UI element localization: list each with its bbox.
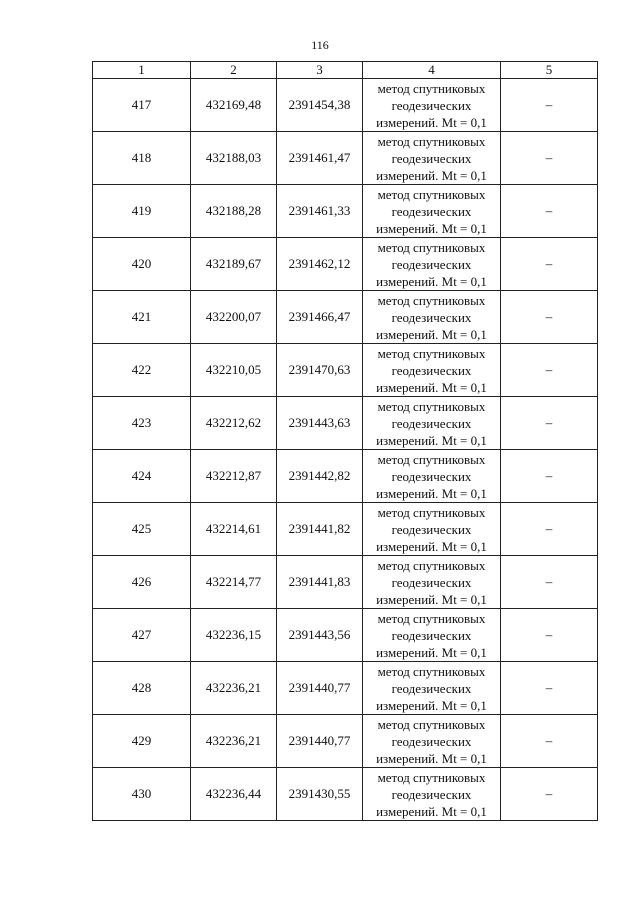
y-coordinate-cell: 2391440,77 [277,662,363,715]
method-cell [363,768,501,821]
note-cell: – [501,132,598,185]
method-line: геодезических [391,415,472,431]
point-number-cell: 424 [93,450,191,503]
x-coordinate-cell: 432188,03 [191,132,277,185]
coordinates-table [92,61,598,821]
point-number-cell: 425 [93,503,191,556]
header-col-1: 1 [93,62,191,79]
method-line: геодезических [391,627,472,643]
x-coordinate-cell: 432200,07 [191,291,277,344]
method-line: геодезических [391,521,472,537]
header-col-2: 2 [191,62,277,79]
x-coordinate-cell: 432214,77 [191,556,277,609]
y-coordinate-cell: 2391440,77 [277,715,363,768]
x-coordinate-cell: 432236,21 [191,715,277,768]
note-cell: – [501,450,598,503]
x-coordinate-cell: 432212,87 [191,450,277,503]
x-coordinate-cell: 432236,44 [191,768,277,821]
method-line: метод спутниковых [377,557,486,573]
y-coordinate-cell: 2391470,63 [277,344,363,397]
method-line: измерений. Mt = 0,1 [376,114,487,130]
method-line: метод спутниковых [377,186,486,202]
method-line: метод спутниковых [377,610,486,626]
note-cell: – [501,556,598,609]
method-line: измерений. Mt = 0,1 [376,644,487,660]
point-number-cell: 423 [93,397,191,450]
y-coordinate-cell: 2391430,55 [277,768,363,821]
x-coordinate-cell: 432214,61 [191,503,277,556]
y-coordinate-cell: 2391443,63 [277,397,363,450]
page-number: 116 [311,38,329,52]
method-line: геодезических [391,150,472,166]
method-line: метод спутниковых [377,345,486,361]
method-line: геодезических [391,574,472,590]
x-coordinate-cell: 432212,62 [191,397,277,450]
note-cell: – [501,79,598,132]
method-line: метод спутниковых [377,398,486,414]
point-number-cell: 418 [93,132,191,185]
method-cell [363,715,501,768]
method-cell [363,291,501,344]
y-coordinate-cell: 2391441,83 [277,556,363,609]
point-number-cell: 426 [93,556,191,609]
method-line: измерений. Mt = 0,1 [376,591,487,607]
method-cell [363,503,501,556]
method-line: метод спутниковых [377,504,486,520]
y-coordinate-cell: 2391461,33 [277,185,363,238]
x-coordinate-cell: 432188,28 [191,185,277,238]
point-number-cell: 427 [93,609,191,662]
point-number-cell: 422 [93,344,191,397]
method-line: измерений. Mt = 0,1 [376,538,487,554]
y-coordinate-cell: 2391441,82 [277,503,363,556]
x-coordinate-cell: 432210,05 [191,344,277,397]
point-number-cell: 430 [93,768,191,821]
method-line: геодезических [391,362,472,378]
method-line: измерений. Mt = 0,1 [376,273,487,289]
table-row [93,132,598,185]
method-cell [363,662,501,715]
method-line: геодезических [391,786,472,802]
method-line: метод спутниковых [377,239,486,255]
table-row [93,397,598,450]
method-line: измерений. Mt = 0,1 [376,432,487,448]
method-line: измерений. Mt = 0,1 [376,167,487,183]
note-cell: – [501,185,598,238]
table-body [93,79,598,821]
method-line: метод спутниковых [377,292,486,308]
table-row [93,609,598,662]
y-coordinate-cell: 2391466,47 [277,291,363,344]
table-row [93,291,598,344]
table-row [93,715,598,768]
y-coordinate-cell: 2391442,82 [277,450,363,503]
table-row [93,450,598,503]
note-cell: – [501,768,598,821]
method-line: метод спутниковых [377,769,486,785]
x-coordinate-cell: 432189,67 [191,238,277,291]
x-coordinate-cell: 432236,15 [191,609,277,662]
table-row [93,344,598,397]
header-col-4: 4 [363,62,501,79]
table-row [93,238,598,291]
y-coordinate-cell: 2391462,12 [277,238,363,291]
method-line: геодезических [391,468,472,484]
method-line: геодезических [391,97,472,113]
method-line: измерений. Mt = 0,1 [376,220,487,236]
method-line: измерений. Mt = 0,1 [376,697,487,713]
method-line: геодезических [391,256,472,272]
header-col-5: 5 [501,62,598,79]
note-cell: – [501,662,598,715]
table-header [93,62,598,79]
table-row [93,556,598,609]
method-line: метод спутниковых [377,80,486,96]
table-row [93,185,598,238]
x-coordinate-cell: 432236,21 [191,662,277,715]
point-number-cell: 428 [93,662,191,715]
y-coordinate-cell: 2391454,38 [277,79,363,132]
note-cell: – [501,715,598,768]
method-line: геодезических [391,203,472,219]
table-row [93,503,598,556]
method-cell [363,238,501,291]
method-line: метод спутниковых [377,451,486,467]
x-coordinate-cell: 432169,48 [191,79,277,132]
method-line: геодезических [391,309,472,325]
method-line: метод спутниковых [377,133,486,149]
note-cell: – [501,609,598,662]
method-line: измерений. Mt = 0,1 [376,379,487,395]
method-line: метод спутниковых [377,716,486,732]
method-cell [363,609,501,662]
point-number-cell: 421 [93,291,191,344]
note-cell: – [501,238,598,291]
table-row [93,768,598,821]
y-coordinate-cell: 2391461,47 [277,132,363,185]
method-cell [363,450,501,503]
method-cell [363,132,501,185]
method-line: метод спутниковых [377,663,486,679]
method-cell [363,344,501,397]
method-cell [363,556,501,609]
table-row [93,662,598,715]
note-cell: – [501,503,598,556]
method-cell [363,185,501,238]
point-number-cell: 419 [93,185,191,238]
method-line: геодезических [391,733,472,749]
method-line: измерений. Mt = 0,1 [376,750,487,766]
header-row [93,62,598,79]
method-line: измерений. Mt = 0,1 [376,803,487,819]
method-cell [363,79,501,132]
note-cell: – [501,291,598,344]
y-coordinate-cell: 2391443,56 [277,609,363,662]
method-line: измерений. Mt = 0,1 [376,326,487,342]
table-row [93,79,598,132]
note-cell: – [501,397,598,450]
point-number-cell: 417 [93,79,191,132]
method-line: измерений. Mt = 0,1 [376,485,487,501]
point-number-cell: 429 [93,715,191,768]
header-col-3: 3 [277,62,363,79]
method-cell [363,397,501,450]
note-cell: – [501,344,598,397]
point-number-cell: 420 [93,238,191,291]
method-line: геодезических [391,680,472,696]
